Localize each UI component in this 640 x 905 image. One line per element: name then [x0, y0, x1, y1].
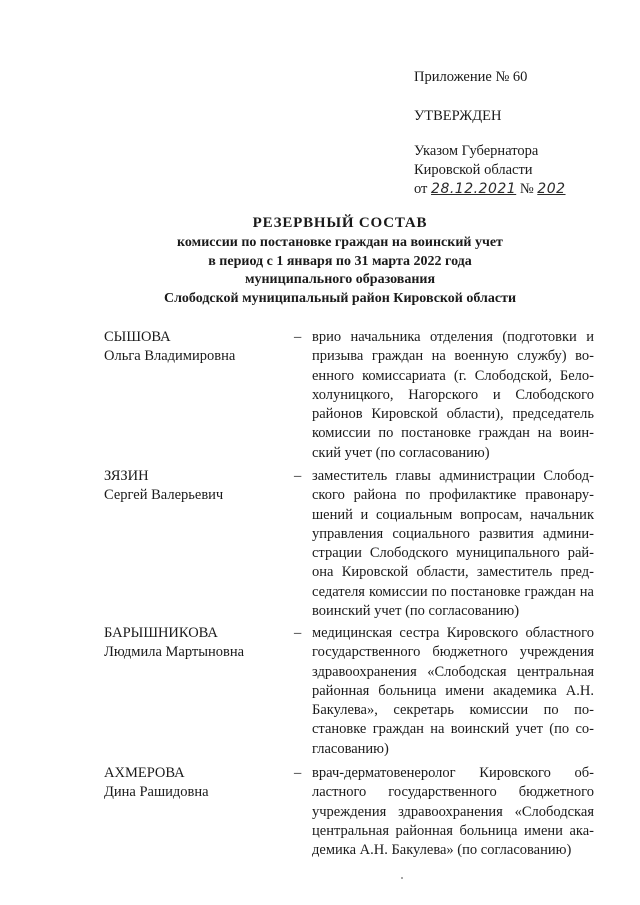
member-surname: АХМЕРОВА: [104, 765, 185, 781]
title-line-4: муниципального образования: [244, 272, 436, 287]
member-given-name: Дина Рашидовна: [104, 784, 209, 800]
member-given-name: Ольга Владимировна: [104, 348, 236, 364]
member-name: [104, 328, 284, 366]
date-prefix: от: [414, 181, 428, 197]
member-surname: СЫШОВА: [104, 329, 171, 345]
decree-line-2: Кировской области: [414, 162, 533, 178]
member-description: медицинская сестра Кировского областного государственного бюджетного учреждения здравоохранения «Слободская центральная районная больница имени академика А.Н. Бакулева», секретарь комиссии по постановке граждан на воинский учет (по согласованию): [312, 625, 594, 757]
approval-header: [414, 68, 624, 199]
document-title: [90, 212, 590, 308]
member-dash: –: [294, 329, 302, 345]
member-description: врач-дерматовенеролог Кировского областного государственного бюджетного учреждения здравоохранения «Слободская центральная районная больница имени академика А.Н. Бакулева» (по согласованию): [312, 765, 594, 859]
member-description: заместитель главы администрации Слободского района по профилактике правонарушений и социальным вопросам, начальник управления социального развития администрации Слободского муниципального района Кировской области, заместитель председателя комиссии по постановке граждан на воинский учет (по согласованию): [312, 468, 594, 620]
member-description: врио начальника отделения (подготовки и призыва граждан на военную службу) военного комиссариата (г. Слободской, Белохолуницкого, Нагорского и Слободского районов Кировской области), председатель комиссии по постановке граждан на воинский учет (по согласованию): [312, 329, 594, 461]
scan-speck: [401, 877, 403, 879]
approved-label: УТВЕРЖДЕН: [414, 108, 502, 124]
title-line-5: Слободской муниципальный район Кировской области: [163, 290, 517, 306]
member-dash: –: [294, 468, 302, 484]
handwritten-number: 202: [537, 181, 566, 197]
handwritten-date: 28.12.2021: [431, 181, 517, 197]
decree-date-line: [414, 180, 624, 199]
appendix-number: Приложение № 60: [414, 69, 528, 85]
number-prefix: №: [519, 181, 534, 197]
decree-line-1: Указом Губернатора: [414, 143, 539, 159]
member-name: [104, 764, 284, 802]
member-dash: –: [294, 625, 302, 641]
member-name: [104, 624, 284, 662]
title-line-2: комиссии по постановке граждан на воинский учет: [177, 235, 503, 250]
member-given-name: Сергей Валерьевич: [104, 487, 224, 503]
title-line-3: в период с 1 января по 31 марта 2022 года: [208, 253, 472, 269]
member-surname: БАРЫШНИКОВА: [104, 625, 218, 641]
title-main: РЕЗЕРВНЫЙ СОСТАВ: [252, 215, 428, 231]
member-dash: –: [294, 765, 302, 781]
member-given-name: Людмила Мартыновна: [104, 644, 245, 660]
member-name: [104, 467, 284, 505]
member-surname: ЗЯЗИН: [104, 468, 149, 484]
